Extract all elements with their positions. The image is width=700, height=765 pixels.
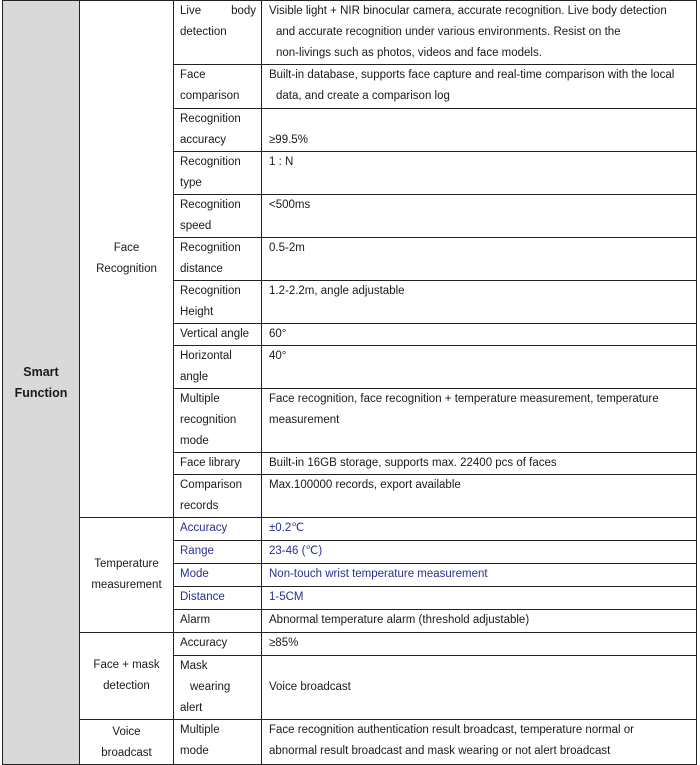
value-temperature-distance: 1-5CM	[262, 587, 697, 610]
param-multiple-mode: Multiple mode	[174, 720, 262, 765]
value-multiple-recognition-mode: Face recognition, face recognition + temperature measurement, temperature measurement	[262, 389, 697, 453]
param-temperature-alarm: Alarm	[174, 610, 262, 633]
param-recognition-speed: Recognition speed	[174, 195, 262, 238]
value-recognition-distance: 0.5-2m	[262, 238, 697, 281]
param-face-comparison: Face comparison	[174, 65, 262, 109]
value-horizontal-angle: 40°	[262, 346, 697, 389]
value-multiple-mode: Face recognition authentication result broadcast, temperature normal or abnormal result broadcast and mask wearing or not alert broadcast	[262, 720, 697, 765]
value-temperature-mode: Non-touch wrist temperature measurement	[262, 564, 697, 587]
param-mask-accuracy: Accuracy	[174, 633, 262, 656]
param-live-body-detection: Live body detection	[174, 1, 262, 65]
value-mask-wearing-alert: Voice broadcast	[262, 656, 697, 720]
value-face-library: Built-in 16GB storage, supports max. 22400 pcs of faces	[262, 453, 697, 475]
param-vertical-angle: Vertical angle	[174, 324, 262, 346]
value-recognition-type: 1 : N	[262, 152, 697, 195]
spec-table	[2, 0, 697, 765]
value-mask-accuracy: ≥85%	[262, 633, 697, 656]
param-temperature-distance: Distance	[174, 587, 262, 610]
group-face-mask-detection: Face + mask detection	[80, 633, 174, 720]
value-temperature-alarm: Abnormal temperature alarm (threshold adjustable)	[262, 610, 697, 633]
value-temperature-accuracy: ±0.2℃	[262, 518, 697, 541]
group-face-recognition: Face Recognition	[80, 1, 174, 518]
param-recognition-distance: Recognition distance	[174, 238, 262, 281]
param-temperature-accuracy: Accuracy	[174, 518, 262, 541]
value-comparison-records: Max.100000 records, export available	[262, 475, 697, 518]
param-mask-wearing-alert: Mask wearing alert	[174, 656, 262, 720]
value-recognition-height: 1.2-2.2m, angle adjustable	[262, 281, 697, 324]
param-recognition-accuracy: Recognition accuracy	[174, 109, 262, 152]
param-recognition-type: Recognition type	[174, 152, 262, 195]
value-recognition-accuracy: ≥99.5%	[262, 109, 697, 152]
value-live-body-detection: Visible light + NIR binocular camera, accurate recognition. Live body detection and accurate recognition under various environments. Resist on the non-livings such as photos, videos and face models.	[262, 1, 697, 65]
param-comparison-records: Comparison records	[174, 475, 262, 518]
param-recognition-height: Recognition Height	[174, 281, 262, 324]
param-multiple-recognition-mode: Multiple recognition mode	[174, 389, 262, 453]
param-temperature-range: Range	[174, 541, 262, 564]
value-face-comparison: Built-in database, supports face capture and real-time comparison with the local data, and create a comparison log	[262, 65, 697, 109]
category-smart-function: Smart Function	[3, 1, 80, 765]
param-temperature-mode: Mode	[174, 564, 262, 587]
value-recognition-speed: <500ms	[262, 195, 697, 238]
value-temperature-range: 23-46 (℃)	[262, 541, 697, 564]
value-vertical-angle: 60°	[262, 324, 697, 346]
param-horizontal-angle: Horizontal angle	[174, 346, 262, 389]
group-temperature-measurement: Temperature measurement	[80, 518, 174, 633]
group-voice-broadcast: Voice broadcast	[80, 720, 174, 765]
param-face-library: Face library	[174, 453, 262, 475]
